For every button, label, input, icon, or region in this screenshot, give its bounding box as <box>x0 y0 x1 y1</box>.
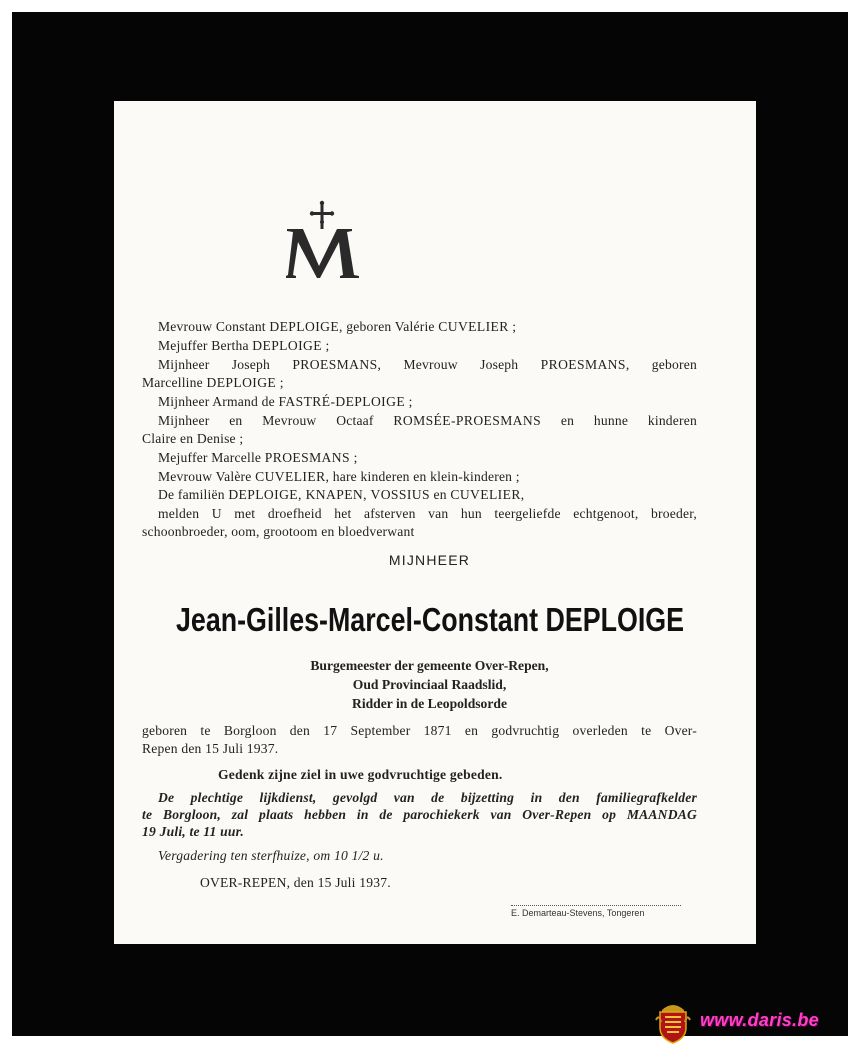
recipient-line <box>158 449 358 467</box>
recipient-text: Mevrouw Constant <box>158 319 270 334</box>
place-date: OVER-REPEN, den 15 Juli 1937. <box>200 875 391 890</box>
recipient-line <box>158 318 516 336</box>
recipient-text: ; <box>405 394 413 409</box>
family-name: CUVELIER <box>255 469 326 484</box>
family-name: CUVELIER <box>438 319 509 334</box>
family-name: PROESMANS <box>264 450 350 465</box>
title-line: Burgemeester der gemeente Over-Repen, <box>310 658 549 673</box>
recipient-line <box>142 430 243 448</box>
recipient-text: ; <box>349 450 358 465</box>
recipient-text: Mijnheer en Mevrouw Octaaf <box>158 413 394 428</box>
title-line: Oud Provinciaal Raadslid, <box>352 677 507 692</box>
family-name: DEPLOIGE <box>206 375 277 390</box>
recipient-text: , hare kinderen en klein-kinderen ; <box>325 469 520 484</box>
honorific: MIJNHEER <box>388 552 471 568</box>
gathering-line: Vergadering ten sterfhuize, om 10 1/2 u. <box>158 848 384 863</box>
prayer-line: Gedenk zijne ziel in uwe godvruchtige gebeden. <box>218 767 503 782</box>
family-name: PROESMANS <box>540 357 626 372</box>
recipient-line <box>158 412 697 430</box>
deceased-name <box>160 587 700 643</box>
recipient-line <box>142 374 284 392</box>
recipient-text: ; <box>508 319 517 334</box>
family-name: FASTRÉ-DEPLOIGE <box>278 394 406 409</box>
announcement-line: schoonbroeder, oom, grootoom en bloedverwant <box>142 524 415 539</box>
family-name: DEPLOIGE <box>269 319 340 334</box>
marian-monogram-icon <box>285 200 365 280</box>
recipient-text: Mijnheer Armand de <box>158 394 279 409</box>
recipient-line <box>158 468 520 486</box>
recipient-text: Mejuffer Marcelle <box>158 450 265 465</box>
recipient-text: , geboren <box>625 357 697 372</box>
title-line: Ridder in de Leopoldsorde <box>352 696 507 711</box>
recipient-text: en <box>429 487 451 502</box>
funeral-line: 19 Juli, te 11 uur. <box>142 824 245 839</box>
recipient-line <box>158 393 413 411</box>
birth-line: Repen den 15 Juli 1937. <box>142 741 279 756</box>
funeral-line: De plechtige lijkdienst, gevolgd van de bijzetting in den familiegrafkelder <box>158 790 697 805</box>
funeral-line: te Borgloon, zal plaats hebben in de parochiekerk van Over-Repen op MAANDAG <box>142 807 697 822</box>
deceased-name-text: Jean-Gilles-Marcel-Constant DEPLOIGE <box>176 601 684 638</box>
family-name: DEPLOIGE <box>252 338 322 353</box>
recipient-line <box>158 486 524 504</box>
family-name: ROMSÉE-PROESMANS <box>393 413 542 428</box>
recipient-text: , <box>520 487 525 502</box>
coat-of-arms-icon <box>656 998 690 1044</box>
recipient-text: Mevrouw Valère <box>158 469 256 484</box>
printer-credit: E. Demarteau-Stevens, Tongeren <box>511 905 681 918</box>
recipient-text: Marcelline <box>142 375 207 390</box>
family-name: DEPLOIGE, KNAPEN, VOSSIUS <box>228 487 430 502</box>
recipient-text: ; <box>276 375 284 390</box>
recipient-text: ; <box>321 338 330 353</box>
recipient-line <box>158 356 697 374</box>
recipient-text: , geboren Valérie <box>339 319 439 334</box>
recipient-text: Mijnheer Joseph <box>158 357 293 372</box>
recipient-line <box>158 337 330 355</box>
recipient-text: Mejuffer Bertha <box>158 338 253 353</box>
birth-line: geboren te Borgloon den 17 September 1871 en godvruchtig overleden te Over- <box>142 723 697 738</box>
recipient-text: De familiën <box>158 487 229 502</box>
recipient-text: , Mevrouw Joseph <box>377 357 541 372</box>
family-name: CUVELIER <box>450 487 521 502</box>
recipient-text: Claire en Denise ; <box>142 431 244 446</box>
site-watermark: www.daris.be <box>700 1010 819 1030</box>
announcement-line: melden U met droefheid het afsterven van hun teergeliefde echtgenoot, broeder, <box>158 506 697 521</box>
recipient-text: en hunne kinderen <box>541 413 697 428</box>
family-name: PROESMANS <box>292 357 378 372</box>
